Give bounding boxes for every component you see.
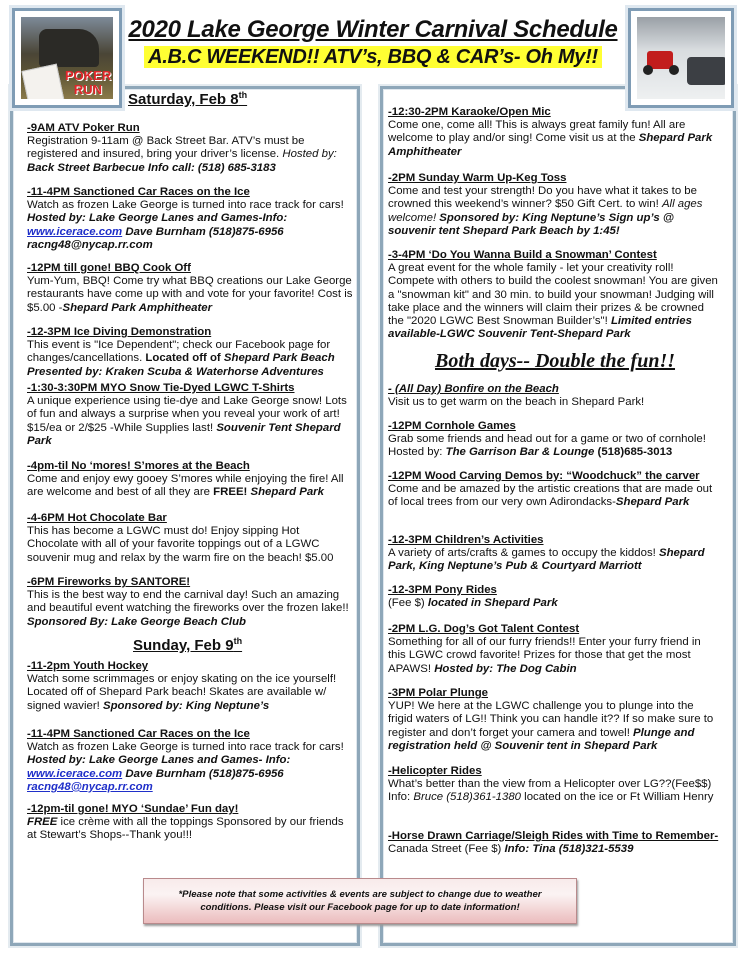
event-item [27,576,353,629]
event-title: -12PM Wood Carving Demos by: “Woodchuck” the carver [388,470,700,482]
event-text: FREE! [213,486,251,499]
subtitle: A.B.C WEEKEND!! ATV’s, BBQ & CAR’s- Oh My!! [144,46,602,68]
event-item [388,172,720,238]
event-text: Sponsored by: King Neptune’s [102,699,270,712]
event-title: -2PM Sunday Warm Up-Keg Toss [388,172,567,184]
event-text: ice crème with all the toppings Sponsored by our friends at Stewart’s Shops--Thank you!!! [27,816,344,842]
event-item [27,262,353,315]
event-item [388,765,720,805]
event-link[interactable]: racng48@nycap.rr.com [27,780,153,793]
sunday-heading [133,636,242,654]
saturday-heading-sup: th [238,90,248,100]
event-text: located in Shepard Park [427,597,558,610]
event-title: -12pm-til gone! MYO ‘Sundae’ Fun day! [27,803,239,815]
poker-run-image [12,8,122,108]
event-item [27,122,353,175]
event-text: Visit us to get warm on the beach in Shepard Park! [388,396,645,409]
weather-note: *Please note that some activities & events are subject to change due to weather conditions. Please visit our Facebook page for up to date information! [143,878,577,924]
page-title: 2020 Lake George Winter Carnival Schedule [128,16,618,43]
event-text: The Garrison Bar & Lounge [445,446,595,459]
event-text: Hosted by: Lake George Lanes and Games-Info: [27,212,288,225]
event-title: -1:30-3:30PM MYO Snow Tie-Dyed LGWC T-Shirts [27,382,295,394]
event-text: Hosted by: [282,148,337,161]
race-car-image [628,8,734,108]
event-text: YUP! We here at the LGWC challenge you to plunge into the frigid waters of LG!! Think you can handle it?? If so make sure to register and don’t forget your camera and towel! [388,700,714,739]
event-title: -12-3PM Ice Diving Demonstration [27,326,212,338]
event-item [388,420,720,460]
event-title: -11-4PM Sanctioned Car Races on the Ice [27,186,250,198]
event-title: -3PM Polar Plunge [388,687,489,699]
event-text: Sponsored By: Lake George Beach Club [27,615,247,628]
event-link[interactable]: www.icerace.com [27,767,123,780]
event-text: Info: Tina (518)321-5539 [504,843,634,856]
event-item [388,830,720,856]
event-title: -4pm-til No ‘mores! S’mores at the Beach [27,460,250,472]
event-item [388,383,720,409]
subtitle-wrap [128,46,618,69]
event-title: -Horse Drawn Carriage/Sleigh Rides with Time to Remember- [388,830,719,842]
event-title: -11-2pm Youth Hockey [27,660,149,672]
event-title: -Helicopter Rides [388,765,482,777]
event-item [388,687,720,753]
event-item [388,470,720,510]
event-item [27,186,353,252]
sunday-heading-text: Sunday, Feb 9 [133,637,234,654]
event-text: This event is "Ice Dependent"; check our Facebook page for changes/cancellations. [27,339,331,365]
event-item [27,728,353,794]
event-text: A great event for the whole family - let your creativity roll! Compete with others to build the coolest snowman! You are given a "snowman kit" and 30 min. to build your snowman! Judging will take place and the winners will claim their prizes & be crowned the "2020 LGWC Best Snowman Builder’s"! [388,262,718,328]
event-text: Dave Burnham (518)875-6956 [122,767,284,780]
event-item [27,326,353,379]
event-text: What’s better than the view from a Helicopter over LG??(Fee$$) Info: [388,778,712,804]
event-text: Come and be amazed by the artistic creations that are made out of local trees from our very own Adirondacks- [388,483,713,509]
event-text: Shepard Park Amphitheater [62,301,213,314]
event-title: -11-4PM Sanctioned Car Races on the Ice [27,728,250,740]
event-item [388,584,720,610]
event-text: Bruce (518)361-1380 [413,791,521,804]
event-item [27,382,353,448]
event-link[interactable]: www.icerace.com [27,225,123,238]
event-text: Yum-Yum, BBQ! Come try what BBQ creations our Lake George restaurants have come up with and vote for your favorite! Cost is $5.00 - [27,275,353,314]
event-text: This is the best way to end the carnival day! Such an amazing and beautiful event watching the fireworks over the frozen lake!! [27,589,349,615]
event-text: Come and test your strength! Do you have what it takes to be crowned this weekend’s winner? $50 Gift Cert. to win! [388,185,697,211]
event-title: -2PM L.G. Dog’s Got Talent Contest [388,623,580,635]
event-text: Limited entries available-LGWC Souvenir Tent-Shepard Park [388,315,692,341]
event-title: -6PM Fireworks by SANTORE! [27,576,191,588]
event-text: Shepard Park Beach Presented by: Kraken Scuba & Waterhorse Adventures [27,352,335,378]
event-text: Souvenir Tent Shepard Park [27,421,341,447]
event-text: Canada Street (Fee $) [388,843,505,856]
event-text: Come one, come all! This is always great family fun! All are welcome to play and/or sing! Come visit us at the [388,119,686,145]
event-text: Watch some scrimmages or enjoy skating on the ice yourself! Located off of Shepard Park beach! Skates are available w/ signed wavier! [27,673,337,712]
event-title: -12-3PM Children’s Activities [388,534,544,546]
event-text: Come and enjoy ewy gooey S’mores while enjoying the fire! All are welcome and best of all they are [27,473,344,499]
event-item [388,534,720,574]
event-text: Hosted by: Lake George Lanes and Games- Info: [27,754,291,767]
event-text: (Fee $) [388,597,428,610]
event-text: Shepard Park, King Neptune’s Pub & Courtyard Marriott [388,547,705,573]
event-title: -3-4PM ‘Do You Wanna Build a Snowman’ Contest [388,249,657,261]
event-title: -12PM till gone! BBQ Cook Off [27,262,191,274]
event-text: Located off of [145,352,224,365]
event-title: -12PM Cornhole Games [388,420,516,432]
event-text: FREE [27,816,58,829]
event-item [27,803,353,843]
event-text: Dave Burnham (518)875-6956 racng48@nycap.rr.com [27,225,284,251]
event-text: (518)685-3013 [594,446,673,459]
event-text: Watch as frozen Lake George is turned into race track for cars! [27,741,344,754]
event-text: Shepard Park Amphitheater [388,132,713,158]
event-title: -9AM ATV Poker Run [27,122,140,134]
event-text: located on the ice or Ft William Henry [521,791,714,804]
event-text: Shepard Park [250,486,324,499]
event-title: - (All Day) Bonfire on the Beach [388,383,559,395]
event-item [388,249,720,341]
event-text: All ages welcome! [388,198,703,224]
event-title: -12-3PM Pony Rides [388,584,497,596]
event-title: -4-6PM Hot Chocolate Bar [27,512,167,524]
saturday-heading-text: Saturday, Feb 8 [128,91,239,108]
sunday-heading-sup: th [233,636,243,646]
event-text: Plunge and registration held @ Souvenir tent in Shepard Park [388,726,695,752]
event-text: This has become a LGWC must do! Enjoy sipping Hot Chocolate with all of your favorite toppings out of a LGWC souvenir mug and relax by the warm fire on the beach! $5.00 [27,525,334,564]
event-item [27,460,353,500]
event-text: Something for all of our furry friends!! Enter your furry friend in this LGWC crowd favorite! Prizes for those that get the most APAWS! [388,636,701,675]
event-text: Watch as frozen Lake George is turned into race track for cars! [27,199,344,212]
event-item [27,512,353,565]
event-text: Grab some friends and head out for a game or two of cornhole! Hosted by: [388,433,706,459]
event-text: Shepard Park [615,496,690,509]
event-text: A variety of arts/crafts & games to occupy the kiddos! [388,547,659,560]
event-title: -12:30-2PM Karaoke/Open Mic [388,106,551,118]
saturday-heading [128,90,247,108]
event-item [388,623,720,676]
poker-run-logo-text: POKER RUN [65,68,112,97]
event-item [27,660,353,713]
event-text: Registration 9-11am @ Back Street Bar. ATV’s must be registered and insured, bring your driver’s license. [27,135,305,161]
event-text: A unique experience using tie-dye and Lake George snow! Lots of fun and always a surprise when you reveal your work of art! $15/ea or 2/$25 -While Supplies last! [27,395,347,434]
event-text: Back Street Barbecue Info call: (518) 685-3183 [27,161,276,174]
event-text: Hosted by: The Dog Cabin [434,662,577,675]
event-item [388,106,720,159]
both-days-heading: Both days-- Double the fun!! [434,350,676,372]
event-text: Sponsored by: King Neptune’s Sign up’s @ souvenir tent Shepard Park Beach by 1:45! [388,211,675,237]
